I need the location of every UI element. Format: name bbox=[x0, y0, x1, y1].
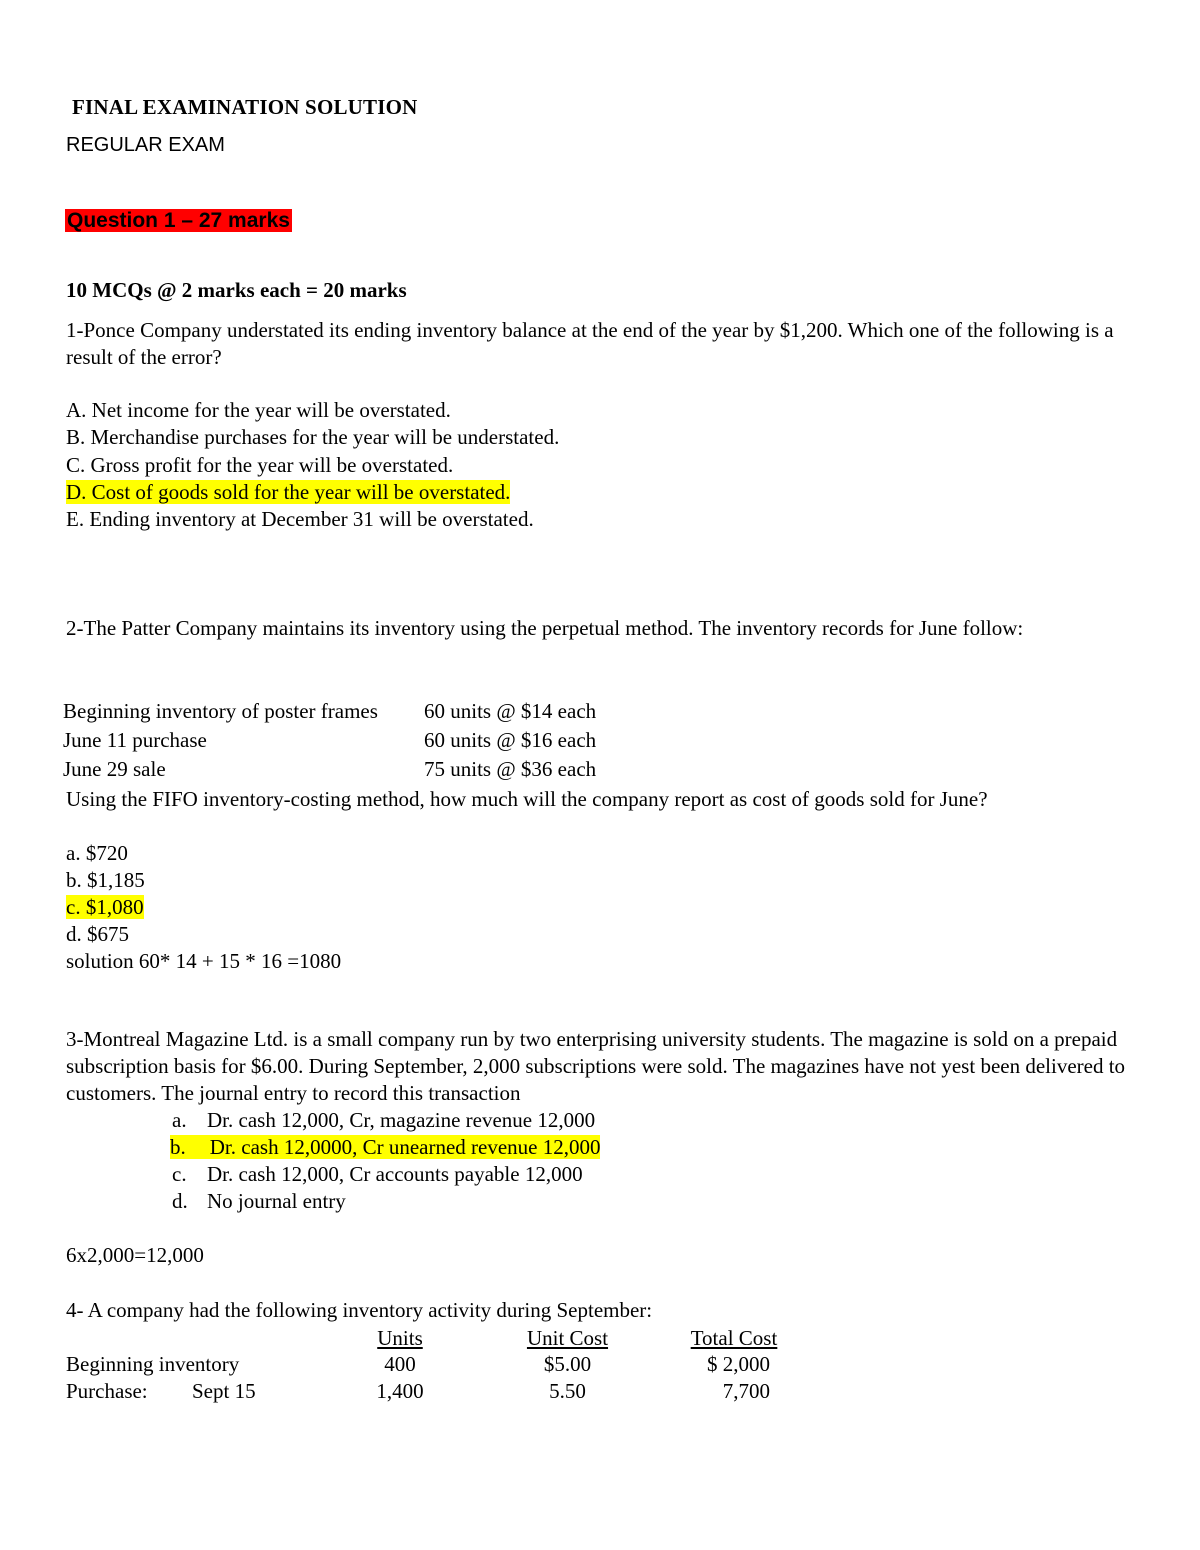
q3-calc: 6x2,000=12,000 bbox=[66, 1243, 204, 1267]
question1-heading: Question 1 – 27 marks bbox=[67, 209, 290, 232]
q2-record-label: June 29 sale bbox=[63, 757, 166, 781]
q4-stem: 4- A company had the following inventory activity during September: bbox=[66, 1298, 653, 1322]
q2-record-value: 60 units @ $16 each bbox=[424, 728, 597, 752]
q2-option-b: b. $1,185 bbox=[66, 868, 145, 892]
q4-col-unit-cost: Unit Cost bbox=[526, 1326, 609, 1350]
q1-option-d-answer: D. Cost of goods sold for the year will be overstated. bbox=[66, 480, 511, 504]
q3-option-a: Dr. cash 12,000, Cr, magazine revenue 12,000 bbox=[207, 1108, 596, 1132]
q3-option-c: Dr. cash 12,000, Cr accounts payable 12,000 bbox=[207, 1162, 583, 1186]
q4-row-units: 400 bbox=[384, 1352, 416, 1376]
q3-option-letter: d. bbox=[172, 1189, 188, 1213]
q3-option-b-answer: Dr. cash 12,0000, Cr unearned revenue 12,000 bbox=[196, 1135, 601, 1159]
q2-record-value: 60 units @ $14 each bbox=[424, 699, 597, 723]
q2-record-value: 75 units @ $36 each bbox=[424, 757, 597, 781]
page-subtitle: REGULAR EXAM bbox=[66, 134, 225, 156]
q4-col-units: Units bbox=[377, 1326, 423, 1350]
q3-option-d: No journal entry bbox=[207, 1189, 346, 1213]
q2-record-label: June 11 purchase bbox=[63, 728, 207, 752]
q4-row-sub: Sept 15 bbox=[192, 1379, 256, 1403]
q4-row-total: $ 2,000 bbox=[707, 1352, 770, 1376]
q3-option-letter: c. bbox=[172, 1162, 187, 1186]
question1-heading-wrap bbox=[65, 207, 292, 234]
q2-option-d: d. $675 bbox=[66, 922, 129, 946]
q2-solution: solution 60* 14 + 15 * 16 =1080 bbox=[66, 949, 342, 973]
q4-row-unit-cost: 5.50 bbox=[549, 1379, 586, 1403]
q1-stem: 1-Ponce Company understated its ending inventory balance at the end of the year by $1,200. Which one of the following is a result of the error? bbox=[66, 318, 1114, 369]
q2-option-c-answer: c. $1,080 bbox=[66, 895, 144, 919]
q4-row-total: 7,700 bbox=[722, 1379, 770, 1403]
q3-option-letter: b. bbox=[170, 1135, 196, 1159]
q2-stem: 2-The Patter Company maintains its inventory using the perpetual method. The inventory records for June follow: bbox=[66, 616, 1024, 640]
q4-row-label: Beginning inventory bbox=[66, 1352, 240, 1376]
q2-option-a: a. $720 bbox=[66, 841, 128, 865]
q1-option-c: C. Gross profit for the year will be overstated. bbox=[66, 453, 454, 477]
q4-row-unit-cost: $5.00 bbox=[543, 1352, 592, 1376]
q2-question: Using the FIFO inventory-costing method, how much will the company report as cost of goods sold for June? bbox=[66, 787, 988, 811]
q3-option-letter: a. bbox=[172, 1108, 187, 1132]
q3-stem: 3-Montreal Magazine Ltd. is a small company run by two enterprising university students. The magazine is sold on a prepaid subscription basis for $6.00. During September, 2,000 subscriptions were sold. The magazines have not yest been delivered to customers. The journal entry to record this transaction bbox=[66, 1027, 1126, 1105]
q1-option-a: A. Net income for the year will be overstated. bbox=[66, 398, 451, 422]
page-title: FINAL EXAMINATION SOLUTION bbox=[72, 95, 418, 119]
q1-option-e: E. Ending inventory at December 31 will be overstated. bbox=[66, 507, 534, 531]
q2-record-label: Beginning inventory of poster frames bbox=[63, 699, 378, 723]
q1-option-b: B. Merchandise purchases for the year will be understated. bbox=[66, 425, 560, 449]
q4-row-label: Purchase: bbox=[66, 1379, 148, 1403]
mcq-heading: 10 MCQs @ 2 marks each = 20 marks bbox=[66, 278, 407, 302]
q4-row-units: 1,400 bbox=[376, 1379, 424, 1403]
q4-col-total-cost: Total Cost bbox=[690, 1326, 778, 1350]
